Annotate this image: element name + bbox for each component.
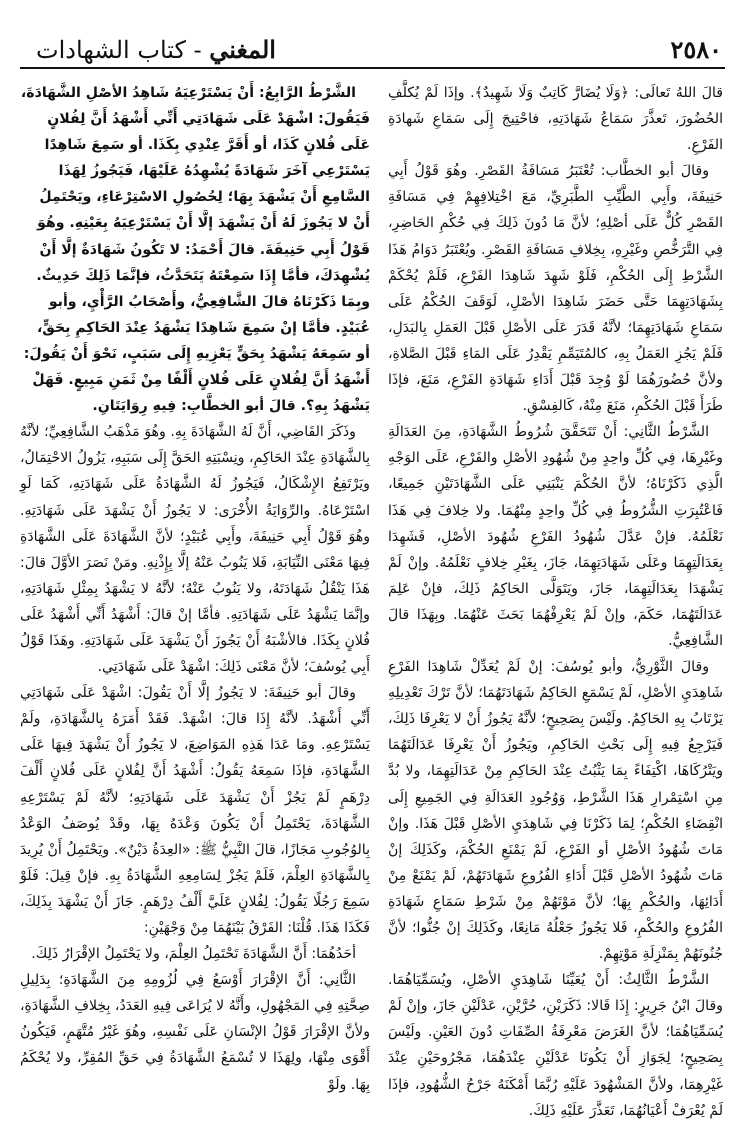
left-column: [20, 80, 370, 1093]
header-rule: [20, 67, 725, 69]
book-title-rest: - كتاب الشهادات: [36, 36, 202, 64]
book-title-main: المغني: [209, 35, 276, 64]
left-paragraph-5: الثَّانِي: أَنَّ الإقْرَارَ أَوْسَعُ فِي لُزُومِهِ مِنَ الشَّهَادَةِ؛ بِدَلِيلِ صِحَّتِهِ فِي المَجْهُولِ، وأَنَّهُ لا يُرَاعَى فِيهِ العَدَدُ، بِخِلافِ الشَّهَادَةِ، ولأنَّ الإقْرَارَ قَوْلُ الإنْسَانِ عَلَى نَفْسِهِ، وهُوَ غَيْرُ مُتَّهَمٍ، فَيَكُونُ أَقْوَى مِنْهَا، ولِهَذَا لا تُسْمَعُ الشَّهَادَةُ فِي حَقِّ المُقِرِّ، ولا يُحْكَمُ بِهَا. ولَوْ: [20, 972, 370, 1093]
right-paragraph-3: الشَّرْطُ الثَّانِي: أَنْ تَتَحَقَّقَ شُرُوطُ الشَّهَادَةِ، مِنَ العَدَالَةِ وغَيْرِهَا، فِي كُلِّ واحِدٍ مِنْ شُهُودِ الأصْلِ والفَرْعِ، عَلَى الوَجْهِ الَّذِي ذَكَرْنَاهُ؛ لأنَّ الحُكْمَ يَنْبَنِي عَلَى الشَّهَادَتَيْنِ جَمِيعًا، فَاعْتُبِرَتِ الشُّرُوطُ فِي كُلِّ واحِدٍ مِنْهُمَا. ولا خِلافَ فِي هَذَا نَعْلَمُهُ. فإنْ عَدَّلَ شُهُودُ الفَرْعِ شُهُودَ الأصْلِ، فَشَهِدَا بِعَدَالَتِهِمَا وعَلَى شَهَادَتِهِمَا، جَازَ، بِغَيْرِ خِلافٍ نَعْلَمُهُ. وإنْ لَمْ يَشْهَدَا بِعَدَالَتِهِمَا، جَازَ، ويَتَوَلَّى الحَاكِمُ ذَلِكَ، فإنْ عَلِمَ عَدَالَتَهُمَا، حَكَمَ، وإنْ لَمْ يَعْرِفْهُمَا بَحَثَ عَنْهُمَا. وبِهَذَا قالَ الشَّافِعِيُّ.: [388, 424, 723, 649]
right-paragraph-1: قالَ اللهُ تَعالَى: ﴿وَلَا يُضَارَّ كَاتِبٌ وَلَا شَهِيدٌ﴾. وإذَا لَمْ يُكلَّفِ الحُضُورَ، تَعذَّرَ سَمَاعُ شَهَادَتِهِ، فاحْتِيجَ إِلَى سَمَاعِ شَهادَةِ الفَرْعِ.: [388, 85, 723, 154]
left-paragraph-4: أحَدُهُمَا: أَنَّ الشَّهَادَةَ تَحْتَمِلُ العِلْمَ، ولا يَحْتَمِلُ الإقْرَارُ ذَلِكَ.: [31, 946, 356, 963]
left-paragraph-1: الشَّرْطُ الرَّابِعُ: أَنْ يَسْتَرْعِيَهُ شَاهِدُ الأصْلِ الشَّهَادَةَ، فَيَقُولَ: اشْهَدْ عَلَى شَهَادَتِي أَنِّي أَشْهَدُ أَنَّ لِفُلانٍ عَلَى فُلانٍ كَذَا، أو أَقَرَّ عِنْدِي بِكَذَا. أو سَمِعَ شَاهِدًا يَسْتَرْعِي آخَرَ شَهَادَةً يُشْهِدُهُ عَلَيْهَا، فَيَجُوزُ لِهَذَا السَّامِعِ أَنْ يَشْهَدَ بِهَا؛ لِحُصُولِ الاسْتِرْعَاءِ، ويَحْتَمِلُ أَنْ لا يَجُوزَ لَهُ أَنْ يَشْهَدَ إلَّا أَنْ يَسْتَرْعِيَهُ بِعَيْنِهِ. وهُوَ قَوْلُ أَبِي حَنِيفَةَ. قالَ أَحْمَدُ: لا تَكُونُ شَهَادَةٌ إلَّا أَنْ يُشْهِدَكَ، فأمَّا إِذَا سَمِعْتَهُ يَتَحَدَّثُ، فإنَّمَا ذَلِكَ حَدِيثٌ. وبِمَا ذَكَرْنَاهُ قالَ الشَّافِعِيُّ، وأَصْحَابُ الرَّأْيِ، وأبو عُبَيْدٍ. فأمَّا إنْ سَمِعَ شَاهِدًا يَشْهَدُ عِنْدَ الحَاكِمِ بِحَقٍّ، أو سَمِعَهُ يَشْهَدُ بِحَقٍّ يَعْزِيهِ إِلَى سَبَبٍ، نَحْوَ أَنْ يَقُولَ: أَشْهَدُ أَنَّ لِفُلانٍ عَلَى فُلانٍ أَلْفًا مِنْ ثَمَنِ مَبِيعٍ. فَهَلْ يَشْهَدُ بِهِ؟. قالَ أبو الخطَّابِ: فِيهِ رِوَايَتَانِ.: [20, 85, 370, 415]
book-title: [36, 35, 276, 64]
page-header: [36, 30, 722, 64]
right-paragraph-5: الشَّرْطُ الثَّالِثُ: أَنْ يُعَيِّنَا شَاهِدَيِ الأصْلِ، ويُسَمِّيَاهُمَا. وقالَ ابْنُ جَرِيرٍ: إِذَا قَالا: ذَكَرَيْنِ، حُرَّيْنِ، عَدْلَيْنِ جَازَ، وإنْ لَمْ يُسَمِّيَاهُمَا؛ لأنَّ الغَرَضَ مَعْرِفَةُ الصِّفَاتِ دُونَ العَيْنِ. ولَيْسَ بِصَحِيحٍ؛ لِجَوَازِ أَنْ يَكُونَا عَدْلَيْنِ عِنْدَهُمَا، مَجْرُوحَيْنِ عِنْدَ غَيْرِهِمَا، ولأنَّ المَشْهُودَ عَلَيْهِ رُبَّمَا أَمْكَنَهُ جَرْحُ الشُّهُودِ، فإذَا لَمْ يُعْرَفْ أَعْيَانُهُمَا، تَعَذَّرَ عَلَيْهِ ذَلِكَ.: [388, 972, 723, 1119]
right-column: [388, 80, 723, 1119]
right-paragraph-4: وقالَ الثَّوْرِيُّ، وأبو يُوسُفَ: إنْ لَمْ يُعَدِّلْ شَاهِدَا الفَرْعِ شَاهِدَيِ الأصْلِ، لَمْ يَسْمَعِ الحَاكِمُ شَهَادَتَهُمَا؛ لأنَّ تَرْكَ تَعْدِيلِهِ يَرْتَابُ بِهِ الحَاكِمُ. ولَيْسَ بِصَحِيحٍ؛ لأنَّهُ يَجُوزُ أَنْ لا يَعْرِفَا ذَلِكَ، فَيَرْجِعُ فِيهِ إِلَى بَحْثِ الحَاكِمِ، ويَجُوزُ أَنْ يَعْرِفَا عَدَالَتَهُمَا ويَتْرُكَاهَا، اكْتِفَاءً بِمَا يَثْبُتُ عِنْدَ الحَاكِمِ مِنْ عَدَالَتِهِمَا، ولا بُدَّ مِنِ اسْتِمْرارِ هَذَا الشَّرْطِ، وَوُجُودِ العَدَالَةِ فِي الجَمِيعِ إِلَى انْقِضَاءِ الحُكْمِ؛ لِمَا ذَكَرْنَا فِي شَاهِدَيِ الأصْلِ قَبْلَ هَذَا. وإنْ مَاتَ شُهُودُ الأصْلِ أو الفَرْعِ، لَمْ يَمْنَعِ الحُكْمَ، وكَذَلِكَ إنْ مَاتَ شُهُودُ الأصْلِ قَبْلَ أَدَاءِ الفُرُوعِ شَهَادَتَهُمْ، لَمْ يَمْنَعْ مِنْ أَدَائِهَا، والحُكْمِ بِهَا؛ لأنَّ مَوْتَهُمْ مِنْ شَرْطِ سَمَاعِ شَهَادَةِ الفُرُوعِ والحُكْمِ، فَلا يَجُوزُ جَعْلُهُ مَانِعًا، وكَذَلِكَ إنْ جُنُّوا؛ لأنَّ جُنُونَهُمْ بِمَنْزِلَةِ مَوْتِهِمْ.: [388, 659, 723, 963]
left-paragraph-3: وقالَ أبو حَنِيفَةَ: لا يَجُوزُ إلَّا أَنْ يَقُولَ: اشْهَدْ عَلَى شَهَادَتِي أَنِّي أَشْهَدُ. لأنَّهُ إِذَا قالَ: اشْهَدْ. فَقَدْ أَمَرَهُ بِالشَّهَادَةِ، ولَمْ يَسْتَرْعِهِ. ومَا عَدَا هَذِهِ المَوَاضِعَ، لا يَجُوزُ أَنْ يَشْهَدَ فِيهَا عَلَى الشَّهَادَةِ، فإذَا سَمِعَهُ يَقُولُ: أَشْهَدُ أَنَّ لِفُلانٍ عَلَى فُلانٍ أَلْفَ دِرْهَمٍ لَمْ يَجُزْ أَنْ يَشْهَدَ عَلَى شَهَادَتِهِ؛ لأنَّهُ لَمْ يَسْتَرْعِهِ الشَّهَادَةَ، يَحْتَمِلُ أَنْ يَكُونَ وَعْدَهُ بِهَا، وقَدْ يُوصَفُ الوَعْدُ بِالوُجُوبِ مَجَازًا، قالَ النَّبِيُّ ﷺ: «العِدَةُ دَيْنٌ». ويَحْتَمِلُ أَنْ يُرِيدَ بِالشَّهَادَةِ العِلْمَ، فَلَمْ يَجُزْ لِسَامِعِهِ الشَّهَادَةُ بِهِ. فإنْ قِيلَ: فَلَوْ سَمِعَ رَجُلًا يَقُولُ: لِفُلانٍ عَلَيَّ أَلْفُ دِرْهَمٍ. جَازَ أَنْ يَشْهَدَ بِذَلِكَ، فَكَذَا هَذَا. قُلْنَا: الفَرْقُ بَيْنَهُمَا مِنْ وَجْهَيْنِ:: [20, 685, 370, 936]
right-paragraph-2: وقالَ أبو الخطَّاب: تُعْتَبَرُ مَسَافَةُ القَصْرِ. وهُوَ قَوْلُ أَبِي حَنِيفَةَ، وأَبِي الطَّيِّبِ الطَّبَرِيِّ، مَعَ اخْتِلافِهِمْ فِي مَسَافَةِ القَصْرِ كُلٌّ عَلَى أصْلِهِ؛ لأنَّ مَا دُونَ ذَلِكَ فِي حُكْمِ الحَاضِرِ، فِي التَّرَخُّصِ وغَيْرِهِ، بِخِلافِ مَسَافَةِ القَصْرِ. ويُعْتَبَرُ دَوَامُ هَذَا الشَّرْطِ إِلَى الحُكْمِ، فَلَوْ شَهِدَ شَاهِدَا الفَرْعِ، فَلَمْ يُحْكَمْ بِشَهَادَتِهِمَا حَتَّى حَضَرَ شَاهِدَا الأصْلِ، لَوَقَفَ الحُكْمُ عَلَى سَمَاعِ شَهَادَتِهِمَا؛ لأنَّهُ قَدَرَ عَلَى الأصْلِ قَبْلَ العَمَلِ بِالبَدَلِ، فَلَمْ يَجُزِ العَمَلُ بِهِ، كالمُتَيَمِّمِ يَقْدِرُ عَلَى المَاءِ قَبْلَ الصَّلاةِ، ولأنَّ حُضُورَهُمَا لَوْ وُجِدَ قَبْلَ أَدَاءِ شَهَادَةِ الفَرْعِ، مَنَعَ، فإذَا طَرَأَ قَبْلَ الحُكْمِ، مَنَعَ مِنْهُ، كَالفِسْقِ.: [388, 163, 723, 415]
page-number: ٢٥٨٠: [670, 35, 722, 64]
left-paragraph-2: وذَكَرَ القَاضِي، أَنَّ لَهُ الشَّهَادَةَ بِهِ. وهُوَ مَذْهَبُ الشَّافِعِيِّ؛ لأنَّهُ بِالشَّهَادَةِ عِنْدَ الحَاكِمِ، ونِسْبَتِهِ الحَقَّ إِلَى سَبَبِهِ، يَزُولُ الاحْتِمَالُ، ويَرْتَفِعُ الإِشْكَالُ، فَيَجُوزُ لَهُ الشَّهَادَةُ عَلَى شَهَادَتِهِ، كَمَا لَوِ اسْتَرْعَاهُ. والرِّوَايَةُ الأُخْرَى: لا يَجُوزُ أَنْ يَشْهَدَ عَلَى شَهَادَتِهِ. وهُوَ قَوْلُ أَبِي حَنِيفَةَ، وأَبِي عُبَيْدٍ؛ لأنَّ الشَّهَادَةَ عَلَى الشَّهَادَةِ فِيهَا مَعْنَى النِّيَابَةِ، فَلا يَنُوبُ عَنْهُ إلَّا بِإِذْنِهِ. ومَنْ نَصَرَ الأوَّلَ قالَ: هَذَا يَنْقُلُ شَهَادَتَهُ، ولا يَنُوبُ عَنْهُ؛ لأنَّهُ لا يَشْهَدُ بِمِثْلِ شَهَادَتِهِ، وإنَّمَا يَشْهَدُ عَلَى شَهَادَتِهِ. فأمَّا إنْ قالَ: أَشْهَدُ أَنِّي أَشْهَدُ عَلَى فُلانٍ بِكَذَا. فالأشْبَهُ أَنْ يَجُوزَ أَنْ يَشْهَدَ عَلَى شَهَادَتِهِ. وهَذَا قَوْلُ أَبِي يُوسُفَ؛ لأنَّ مَعْنَى ذَلِكَ: اشْهَدْ عَلَى شَهَادَتِي.: [20, 424, 370, 676]
